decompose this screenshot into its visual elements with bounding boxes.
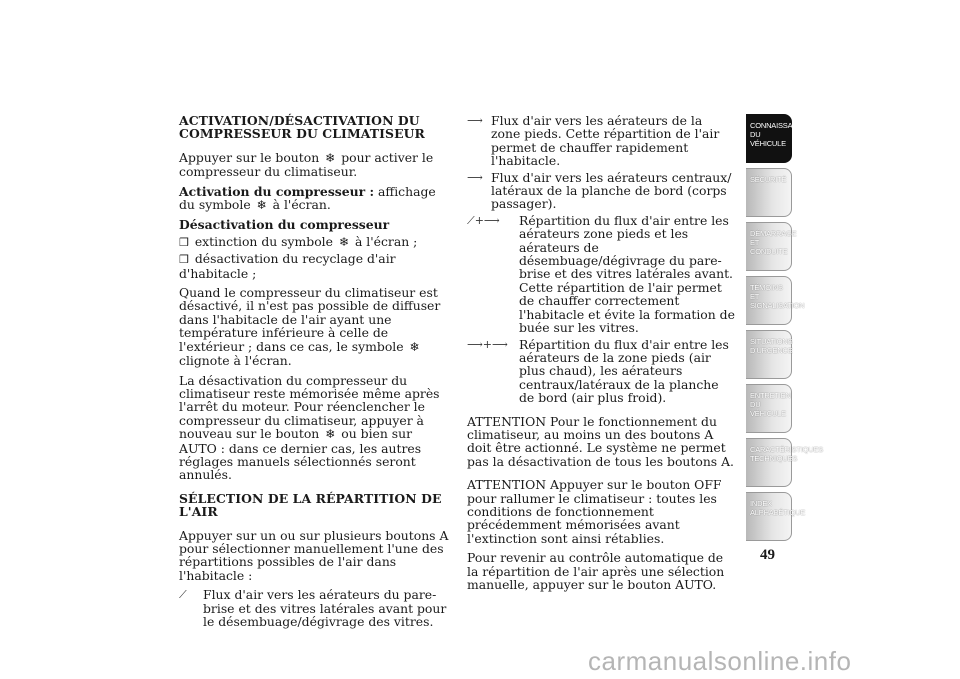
text: clignote à l'écran.: [179, 353, 292, 369]
snowflake-icon: ❄: [325, 427, 336, 442]
chapter-tabs: [746, 114, 824, 546]
list-item: [179, 235, 451, 249]
combined-air-flow-icon: ⟋+⟶: [467, 213, 500, 227]
list-item: [179, 252, 451, 280]
text: Flux d'air vers les aérateurs du pare-brise et des vitres latérales avant pour le désembuage/dégivrage des vitres.: [203, 587, 447, 629]
paragraph: ATTENTION Appuyer sur le bouton OFF pour rallumer le climatiseur : toutes les conditions de fonctionnement précédemment mémorisées avant l'extinction sont ainsi rétablies.: [467, 477, 722, 546]
text: Répartition du flux d'air entre les aérateurs zone pieds et les aérateurs de désembuage/dégivrage du pare-brise et des vitres latérales avant. Cette répartition de l'air permet de chauffer correctement l'habitacle et évite la formation de buée sur les vitres.: [519, 212, 735, 336]
text: désactivation du recyclage d'air d'habitacle ;: [179, 251, 396, 281]
windscreen-air-flow-icon: ⟋: [179, 588, 187, 602]
list-item: [467, 338, 735, 405]
text: Appuyer sur le bouton: [179, 149, 320, 165]
paragraph: [179, 151, 451, 179]
paragraph: Appuyer sur un ou sur plusieurs boutons A pour sélectionner manuellement l'une des répartitions possibles de l'air dans l'habitacle :: [179, 527, 449, 583]
left-column: [179, 114, 451, 631]
paragraph: [179, 374, 451, 482]
list-item: [467, 214, 735, 335]
snowflake-icon: ❄: [338, 234, 349, 249]
list-item: [467, 114, 735, 168]
section-heading-distribution: SÉLECTION DE LA RÉPARTITION DE L'AIR: [179, 490, 442, 520]
text: Flux d'air vers les aérateurs centraux/ latéraux de la planche de bord (corps passager).: [491, 169, 732, 212]
list-item: [467, 171, 735, 211]
text: La désactivation du compresseur du climatiseur reste mémorisée même après l'arrêt du moteur. Pour réenclencher le compresseur du climatiseur, appuyer à nouveau sur le bouton: [179, 372, 440, 442]
chapter-tab[interactable]: INDEX ALPHABÉTIQUE: [746, 492, 792, 541]
text: extinction du symbole: [194, 233, 333, 249]
chapter-tab[interactable]: CONNAISSANCE DU VÉHICULE: [746, 114, 792, 163]
chapter-tab[interactable]: DÉMARRAGE ET CONDUITE: [746, 222, 792, 271]
section-heading-compressor: ACTIVATION/DÉSACTIVATION DU COMPRESSEUR DU CLIMATISEUR: [179, 113, 425, 142]
checkbox-bullet-icon: ❒: [179, 235, 189, 249]
label: Activation du compresseur :: [179, 183, 375, 199]
page-number: 49: [760, 547, 775, 563]
text: Répartition du flux d'air entre les aérateurs de la zone pieds (air plus chaud), les aérateurs centraux/latéraux de la planche de bord (air plus froid).: [519, 336, 729, 406]
chapter-tab[interactable]: ENTRETIEN DU VÉHICULE: [746, 384, 792, 433]
snowflake-icon: ❄: [325, 150, 336, 165]
subheading: Désactivation du compresseur: [179, 217, 390, 233]
text: à l'écran ;: [354, 233, 418, 249]
chapter-tab[interactable]: SÉCURITÉ: [746, 168, 792, 217]
text: à l'écran.: [272, 197, 331, 213]
text: Quand le compresseur du climatiseur est désactivé, il n'est pas possible de diffuser dans l'habitacle de l'air ayant une température inférieure à celle de l'extérieur ; dans ce cas, le symbole: [179, 285, 441, 354]
checkbox-bullet-icon: ❒: [179, 253, 189, 267]
combined-air-flow-icon: ⟶+⟶: [467, 337, 508, 351]
chapter-tab[interactable]: TÉMOINS ET SIGNALISATION: [746, 276, 792, 325]
right-column: [467, 114, 735, 597]
chapter-tab[interactable]: CARACTÉRISTIQUES TECHNIQUES: [746, 438, 792, 487]
text: ou bien sur AUTO : dans ce dernier cas, les autres réglages manuels sélectionnés seront annulés.: [179, 426, 422, 483]
paragraph: Pour revenir au contrôle automatique de la répartition de l'air après une sélection manuelle, appuyer sur le bouton AUTO.: [467, 550, 725, 592]
text: pour activer le compresseur du climatiseur.: [179, 149, 434, 180]
snowflake-icon: ❄: [256, 198, 267, 213]
face-air-flow-icon: ⟶: [467, 170, 483, 184]
list-item: [179, 588, 451, 628]
paragraph: ATTENTION Pour le fonctionnement du climatiseur, au moins un des boutons A doit être actionné. Le système ne permet pas la désactivation de tous les boutons A.: [467, 413, 734, 469]
snowflake-icon: ❄: [409, 339, 420, 354]
paragraph: [179, 185, 451, 213]
feet-air-flow-icon: ⟶: [467, 114, 483, 127]
chapter-tab[interactable]: SITUATIONS D'URGENCE: [746, 330, 792, 379]
text: Flux d'air vers les aérateurs de la zone pieds. Cette répartition de l'air permet de chauffer rapidement l'habitacle.: [491, 113, 720, 169]
watermark: carmanualsonline.info: [588, 646, 852, 676]
paragraph: [179, 286, 451, 367]
text: affichage du symbole: [179, 183, 436, 213]
